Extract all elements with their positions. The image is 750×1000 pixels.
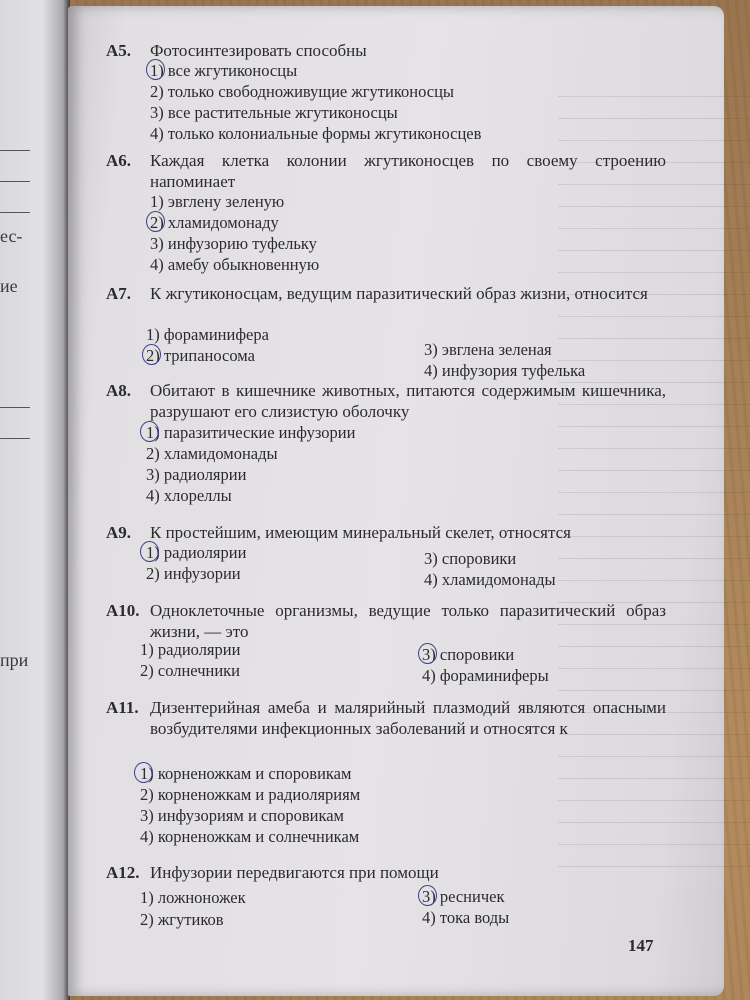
option: 1) все жгутиконосцы: [150, 61, 298, 80]
option: 4) только колониальные формы жгутиконосцев: [150, 124, 482, 143]
question-a5: [106, 40, 666, 61]
option: 3) эвглена зеленая: [424, 340, 552, 359]
option: 1) ложноножек: [140, 888, 246, 907]
question-number: А7.: [106, 284, 132, 303]
question-a7: [106, 283, 666, 304]
left-fragment: при: [0, 650, 29, 670]
left-rule: [0, 150, 30, 151]
option: 1) радиолярии: [140, 640, 241, 659]
answer-circle-mark: [140, 541, 159, 562]
option: 1) фораминифера: [146, 325, 269, 344]
option: 1) эвглену зеленую: [150, 192, 285, 211]
option: 2) хламидомонады: [146, 444, 278, 463]
left-fragment: ес-: [0, 226, 23, 246]
question-number: А8.: [106, 381, 132, 400]
option: 2) корненожкам и радиоляриям: [140, 785, 361, 804]
option: 1) корненожкам и споровикам: [140, 764, 352, 783]
left-rule: [0, 438, 30, 439]
question-text: Фотосинтезировать способны: [150, 41, 367, 60]
option: 1) радиолярии: [146, 543, 247, 562]
question-number: А11.: [106, 698, 139, 717]
option: 4) хламидомонады: [424, 570, 556, 589]
question-number: А6.: [106, 151, 132, 170]
answer-circle-mark: [418, 885, 437, 906]
question-number: А5.: [106, 41, 132, 60]
option: 1) паразитические инфузории: [146, 423, 356, 442]
option: 3) инфузориям и споровикам: [140, 806, 344, 825]
question-text: Каждая клетка колонии жгутиконосцев по своему строению напоминает: [150, 151, 666, 191]
question-a9: [106, 522, 666, 543]
option: 4) хлореллы: [146, 486, 232, 505]
option: 3) инфузорию туфельку: [150, 234, 317, 253]
option: 4) тока воды: [422, 908, 510, 927]
question-a6: [106, 150, 666, 192]
question-text: Инфузории передвигаются при помощи: [150, 863, 439, 882]
option: 3) все растительные жгутиконосцы: [150, 103, 398, 122]
question-number: А9.: [106, 523, 132, 542]
option: 3) споровики: [422, 645, 515, 664]
question-text: К простейшим, имеющим минеральный скелет, относятся: [150, 523, 571, 542]
answer-circle-mark: [146, 59, 165, 80]
option: 4) амебу обыкновенную: [150, 255, 320, 274]
question-text: Одноклеточные организмы, ведущие только паразитический образ жизни, — это: [150, 601, 666, 641]
option: 3) споровики: [424, 549, 517, 568]
answer-circle-mark: [418, 643, 437, 664]
question-number: А12.: [106, 863, 140, 882]
left-rule: [0, 407, 30, 408]
answer-circle-mark: [140, 421, 159, 442]
option: 4) инфузория туфелька: [424, 361, 586, 380]
page-number: 147: [628, 936, 654, 955]
option: 3) ресничек: [422, 887, 505, 906]
answer-circle-mark: [142, 344, 161, 365]
option: 4) фораминиферы: [422, 666, 549, 685]
bleed-through-text: [558, 96, 750, 876]
option: 2) солнечники: [140, 661, 241, 680]
left-fragment: ие: [0, 276, 18, 296]
question-a10: [106, 600, 666, 642]
question-a8: [106, 380, 666, 422]
option: 4) корненожкам и солнечникам: [140, 827, 360, 846]
question-text: Дизентерийная амеба и малярийный плазмодий являются опасными возбудителями инфекционных заболеваний и относятся к: [150, 698, 666, 738]
answer-circle-mark: [146, 211, 165, 232]
question-number: А10.: [106, 601, 140, 620]
option: 2) жгутиков: [140, 910, 224, 929]
question-text: Обитают в кишечнике животных, питаются содержимым кишечника, разрушают его слизистую оболочку: [150, 381, 666, 421]
left-rule: [0, 212, 30, 213]
question-a12: [106, 862, 666, 883]
question-text: К жгутиконосцам, ведущим паразитический образ жизни, относится: [150, 284, 648, 303]
option: 2) хламидомонаду: [150, 213, 279, 232]
option: 2) инфузории: [146, 564, 241, 583]
question-a11: [106, 697, 666, 739]
option: 2) трипаносома: [146, 346, 255, 365]
answer-circle-mark: [134, 762, 153, 783]
option: 2) только свободноживущие жгутиконосцы: [150, 82, 455, 101]
option: 3) радиолярии: [146, 465, 247, 484]
left-rule: [0, 181, 30, 182]
left-page: [0, 0, 70, 1000]
